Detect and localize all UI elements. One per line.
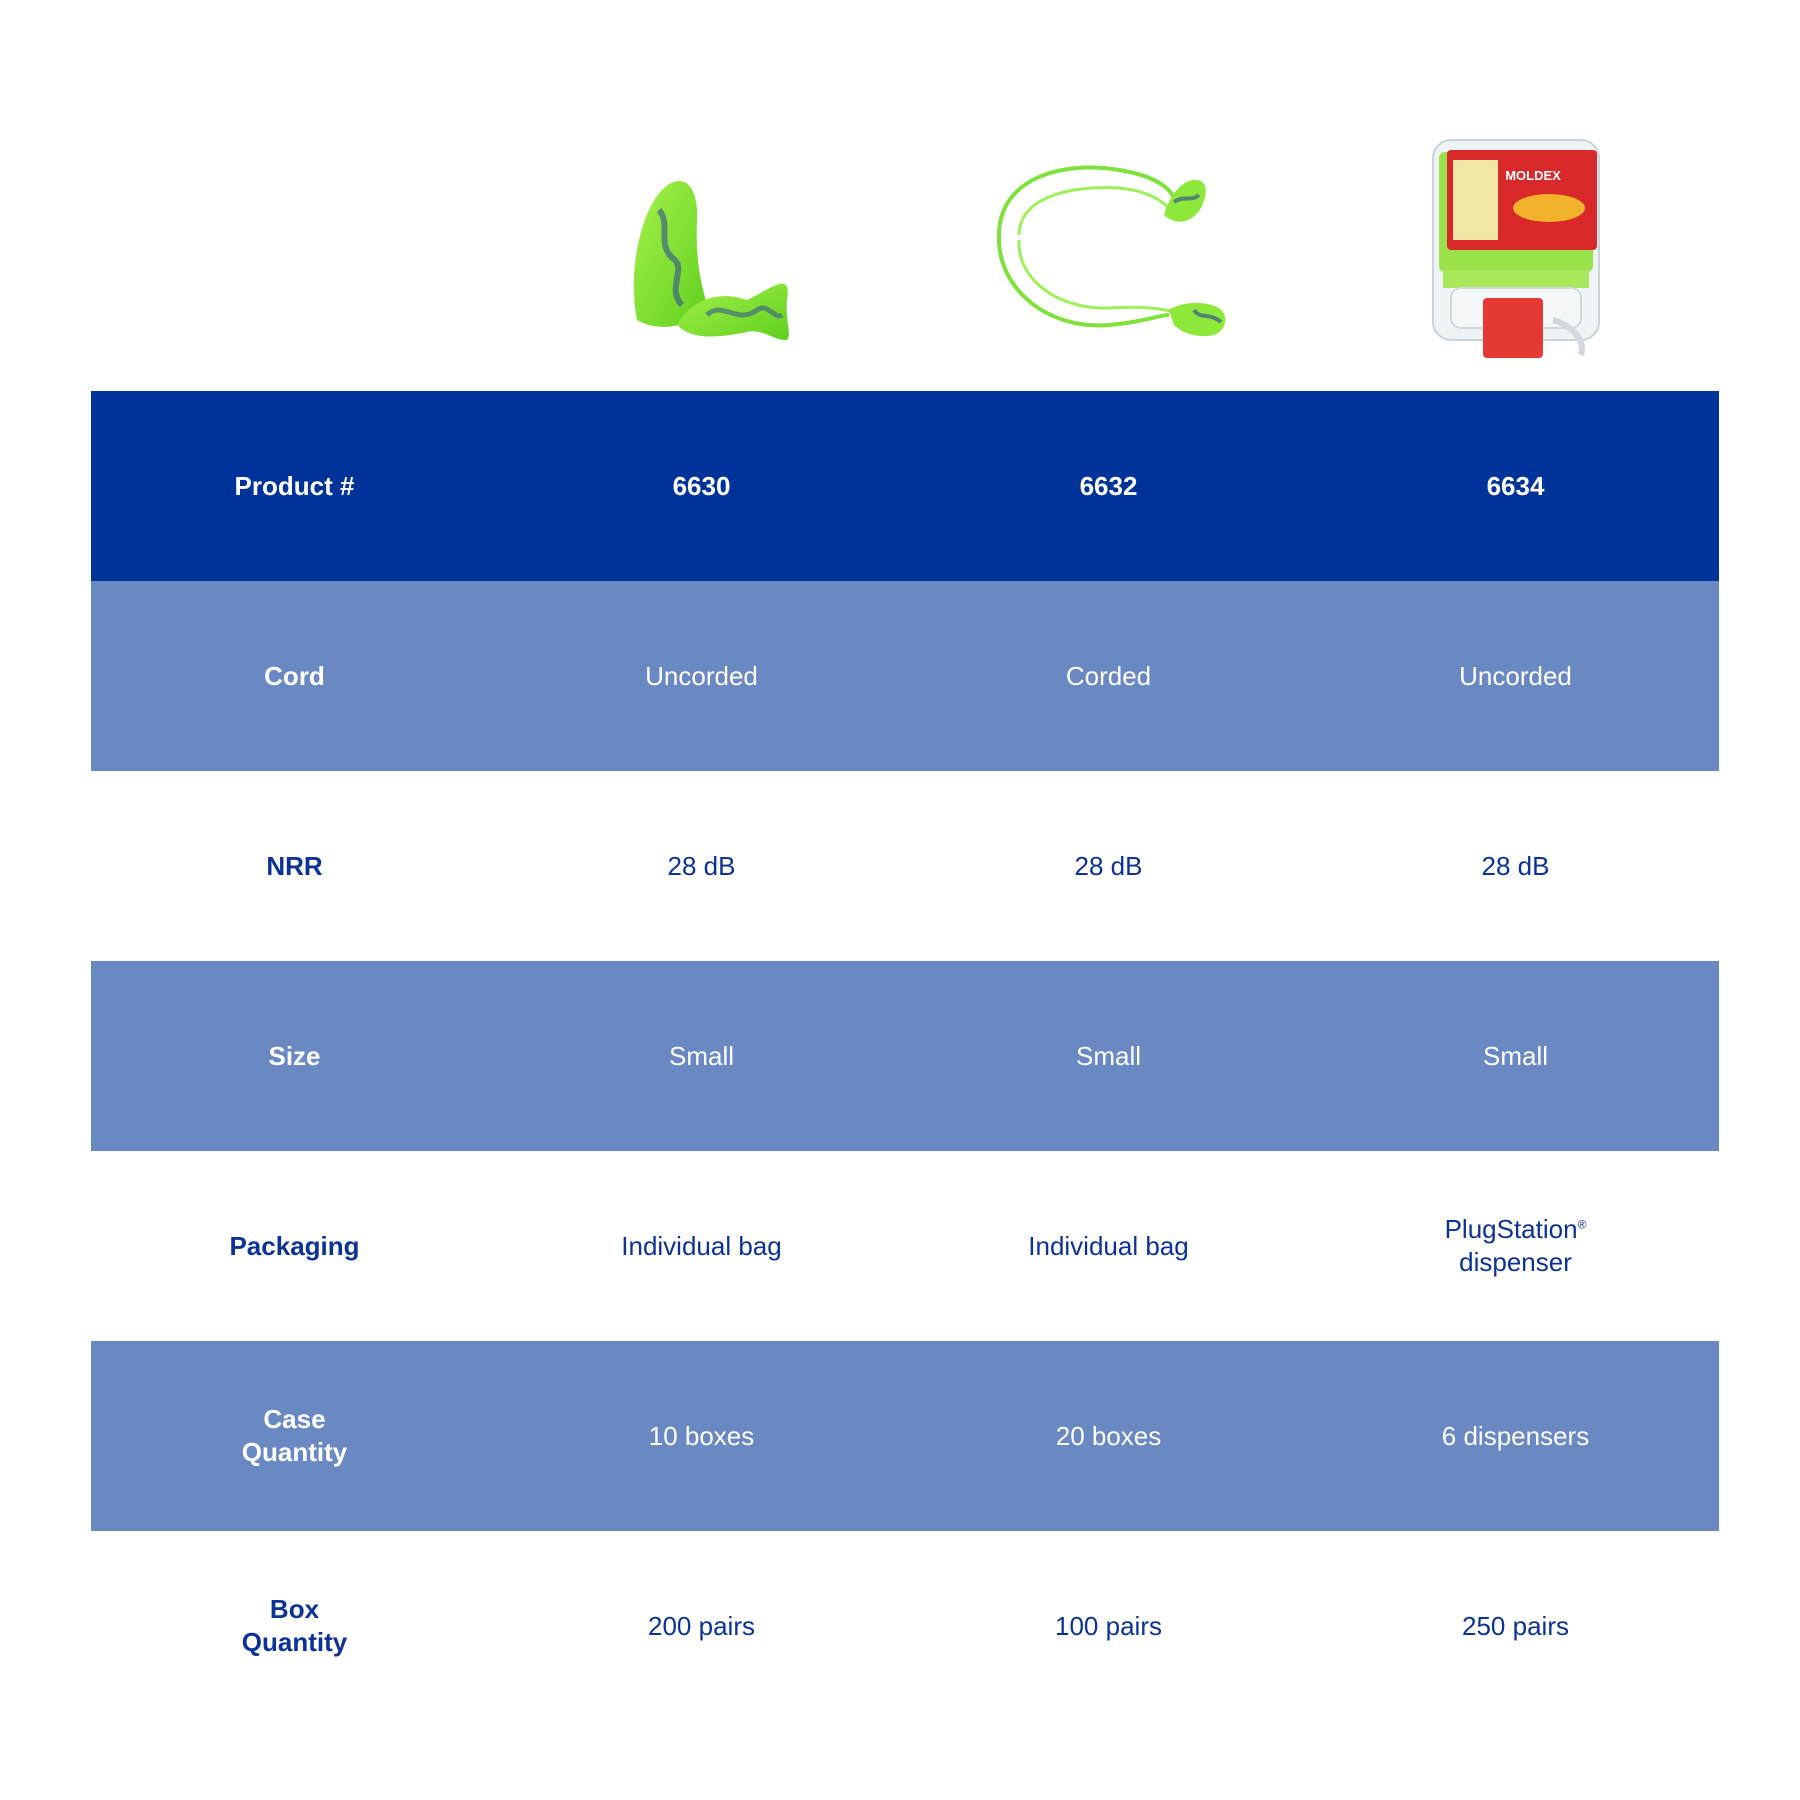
table-row-packaging <box>91 1151 1719 1341</box>
table-row-size <box>91 961 1719 1151</box>
table-row-box-quantity <box>91 1531 1719 1721</box>
row-label-nrr: NRR <box>266 850 323 881</box>
cell-product-6630: 6630 <box>672 470 731 501</box>
packaging-plugstation-text: PlugStation <box>1444 1214 1578 1244</box>
table-row-product-number <box>91 391 1719 581</box>
packaging-dispenser-text: dispenser <box>1459 1247 1572 1277</box>
row-label-box-quantity: Box Quantity <box>241 1594 348 1657</box>
cell-case-6630: 10 boxes <box>648 1420 755 1451</box>
row-label-cord: Cord <box>264 660 325 691</box>
cell-packaging-6630: Individual bag <box>621 1230 782 1261</box>
cell-cord-6630: Uncorded <box>645 660 758 691</box>
cell-box-6630: 200 pairs <box>648 1610 755 1641</box>
cell-product-6632: 6632 <box>1079 470 1138 501</box>
row-label-product-number: Product # <box>234 470 355 501</box>
product-comparison-table <box>91 391 1719 1721</box>
cell-cord-6634: Uncorded <box>1459 660 1572 691</box>
cell-size-6630: Small <box>668 1040 734 1071</box>
cell-cord-6632: Corded <box>1065 660 1152 691</box>
row-label-case-quantity: Case Quantity <box>241 1404 348 1467</box>
cell-nrr-6632: 28 dB <box>1074 850 1143 881</box>
cell-case-6632: 20 boxes <box>1055 1420 1162 1451</box>
row-label-size: Size <box>268 1040 321 1071</box>
cell-packaging-6634 <box>1312 1151 1719 1341</box>
cell-nrr-6634: 28 dB <box>1481 850 1550 881</box>
cell-size-6632: Small <box>1075 1040 1141 1071</box>
cell-packaging-6632: Individual bag <box>1028 1230 1189 1261</box>
plugstation-dispenser-icon <box>1421 130 1611 370</box>
product-images <box>91 120 1719 380</box>
registered-mark: ® <box>1577 1217 1587 1232</box>
cell-case-6634: 6 dispensers <box>1441 1420 1590 1451</box>
foam-earplugs-corded-icon <box>969 140 1249 360</box>
row-label-packaging: Packaging <box>229 1230 360 1261</box>
table-row-nrr <box>91 771 1719 961</box>
product-image-6632 <box>905 120 1312 380</box>
table-row-cord <box>91 581 1719 771</box>
foam-earplugs-uncorded-icon <box>587 150 817 350</box>
cell-size-6634: Small <box>1482 1040 1548 1071</box>
table-row-case-quantity <box>91 1341 1719 1531</box>
product-image-6630 <box>498 120 905 380</box>
cell-nrr-6630: 28 dB <box>667 850 736 881</box>
cell-product-6634: 6634 <box>1486 470 1545 501</box>
svg-text:MOLDEX: MOLDEX <box>1504 168 1561 183</box>
cell-box-6632: 100 pairs <box>1055 1610 1162 1641</box>
product-image-6634 <box>1312 120 1719 380</box>
cell-box-6634: 250 pairs <box>1462 1610 1569 1641</box>
